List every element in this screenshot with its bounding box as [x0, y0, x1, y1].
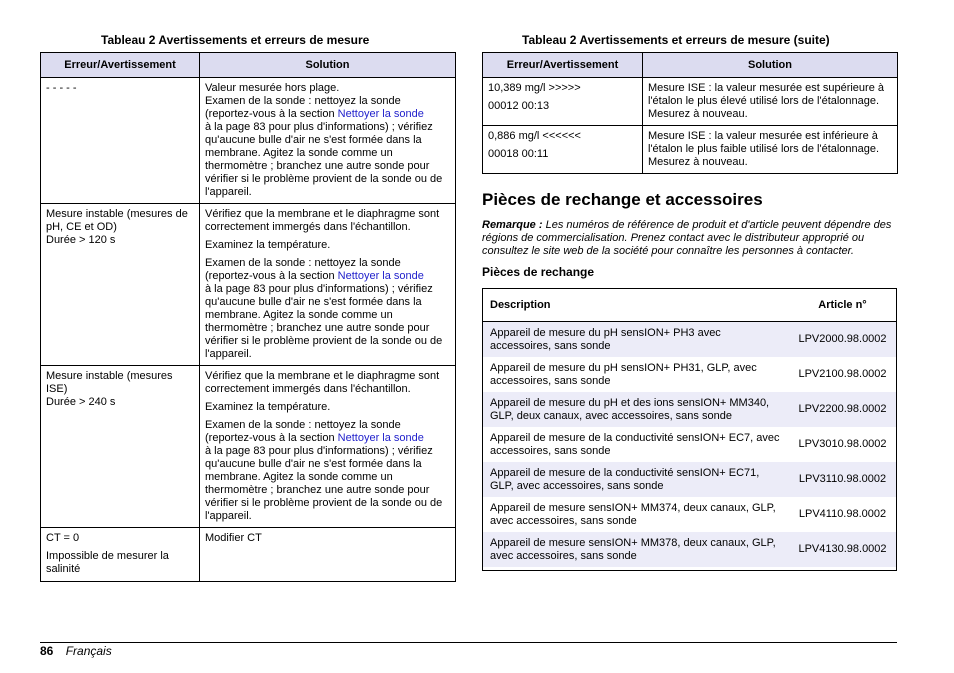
part-number: LPV4110.98.0002 [798, 508, 887, 520]
errors-table [40, 52, 456, 582]
part-description: Appareil de mesure du pH sensION+ PH3 avec accessoires, sans sonde [483, 322, 789, 358]
table-row [41, 528, 456, 582]
errors-table-continued [482, 52, 898, 174]
part-number: LPV4130.98.0002 [789, 532, 896, 567]
table-row [483, 427, 896, 462]
parts-table [483, 289, 896, 567]
table-row [483, 126, 898, 174]
error-cell: 0,886 mg/l <<<<<< 00018 00:11 [483, 126, 643, 174]
footer-language: Français [65, 644, 112, 658]
part-description: Appareil de mesure de la conductivité sensION+ EC71, GLP, avec accessoires, sans sonde [483, 462, 789, 497]
column-header-description: Description [483, 289, 789, 322]
link-nettoyer-la-sonde[interactable]: Nettoyer la sonde [337, 270, 424, 282]
section-title: Pièces de rechange et accessoires [482, 190, 763, 209]
table-row [483, 357, 896, 392]
table-row [41, 204, 456, 366]
table-row [483, 392, 896, 427]
part-description: Appareil de mesure de la conductivité sensION+ EC7, avec accessoires, sans sonde [490, 431, 780, 457]
column-header-solution: Solution [200, 53, 456, 78]
column-header-article: Article n° [789, 289, 896, 322]
part-number: LPV3010.98.0002 [798, 438, 887, 450]
part-number: LPV2000.98.0002 [789, 322, 896, 358]
table-row [483, 322, 896, 358]
part-description: Appareil de mesure du pH et des ions sensION+ MM340, GLP, deux canaux, avec accessoires, sans sonde [483, 392, 789, 427]
solution-cell: Vérifiez que la membrane et le diaphragme sont correctement immergés dans l'échantillon. Examinez la température. Examen de la sonde : nettoyez la sonde (reportez-vous à la section Nettoyer la sonde à la page 83 pour plus d'informations) ; vérifiez qu'aucune bulle d'air ne s'est formée dans la membrane. Agitez la sonde comme un thermomètre ; branchez une autre sonde pour vérifier si le problème provient de la sonde ou de l'appareil. [200, 204, 456, 366]
part-description: Appareil de mesure du pH sensION+ PH31, GLP, avec accessoires, sans sonde [490, 361, 757, 387]
error-cell: Mesure instable (mesures de pH, CE et OD) Durée > 120 s [41, 204, 200, 366]
solution-cell: Modifier CT [200, 528, 456, 582]
table-row [483, 78, 898, 126]
part-number: LPV2200.98.0002 [789, 392, 896, 427]
part-description: Appareil de mesure sensION+ MM378, deux canaux, GLP, avec accessoires, sans sonde [483, 532, 789, 567]
solution-cell: Vérifiez que la membrane et le diaphragme sont correctement immergés dans l'échantillon. Examinez la température. Examen de la sonde : nettoyez la sonde (reportez-vous à la section Nettoyer la sonde à la page 83 pour plus d'informations) ; vérifiez qu'aucune bulle d'air ne s'est formée dans la membrane. Agitez la sonde comme un thermomètre ; branchez une autre sonde pour vérifier si le problème provient de la sonde ou de l'appareil. [200, 366, 456, 528]
column-header-error: Erreur/Avertissement [41, 53, 200, 78]
error-cell: Mesure instable (mesures ISE) Durée > 240 s [41, 366, 200, 528]
solution-cell: Valeur mesurée hors plage. Examen de la sonde : nettoyez la sonde (reportez-vous à la section Nettoyer la sonde à la page 83 pour plus d'informations) ; vérifiez qu'aucune bulle d'air ne s'est formée dans la membrane. Agitez la sonde comme un thermomètre ; branchez une autre sonde pour vérifier si le problème provient de la sonde ou de l'appareil. [200, 78, 456, 204]
column-header-error: Erreur/Avertissement [483, 53, 643, 78]
left-table-caption: Tableau 2 Avertissements et erreurs de mesure [101, 33, 370, 47]
error-cell: 10,389 mg/l >>>>> 00012 00:13 [483, 78, 643, 126]
part-number: LPV2100.98.0002 [798, 368, 887, 380]
page-number: 86 [40, 644, 54, 658]
note [482, 219, 898, 258]
link-nettoyer-la-sonde[interactable]: Nettoyer la sonde [337, 432, 424, 444]
page-footer [40, 644, 112, 658]
note-text: Les numéros de référence de produit et d'article peuvent dépendre des régions de commercialisation. Prenez contact avec le distributeur approprié ou consultez le site web de la société pour connaître les personnes à contacter. [482, 219, 892, 257]
right-table-caption: Tableau 2 Avertissements et erreurs de mesure (suite) [522, 33, 830, 47]
solution-cell: Mesure ISE : la valeur mesurée est inférieure à l'étalon le plus faible utilisé lors de l'étalonnage. Mesurez à nouveau. [643, 126, 898, 174]
table-row [41, 366, 456, 528]
column-header-solution: Solution [643, 53, 898, 78]
error-cell: - - - - - [41, 78, 200, 204]
note-label: Remarque : [482, 219, 543, 231]
subsection-title: Pièces de rechange [482, 265, 595, 279]
table-row [483, 532, 896, 567]
part-number: LPV3110.98.0002 [789, 462, 896, 497]
link-nettoyer-la-sonde[interactable]: Nettoyer la sonde [337, 108, 424, 120]
solution-cell: Mesure ISE : la valeur mesurée est supérieure à l'étalon le plus élevé utilisé lors de l'étalonnage. Mesurez à nouveau. [643, 78, 898, 126]
error-cell: CT = 0 Impossible de mesurer la salinité [41, 528, 200, 582]
footer-divider [40, 642, 897, 643]
table-row [483, 462, 896, 497]
table-row [483, 497, 896, 532]
table-row [41, 78, 456, 204]
part-description: Appareil de mesure sensION+ MM374, deux canaux, GLP, avec accessoires, sans sonde [490, 501, 776, 527]
